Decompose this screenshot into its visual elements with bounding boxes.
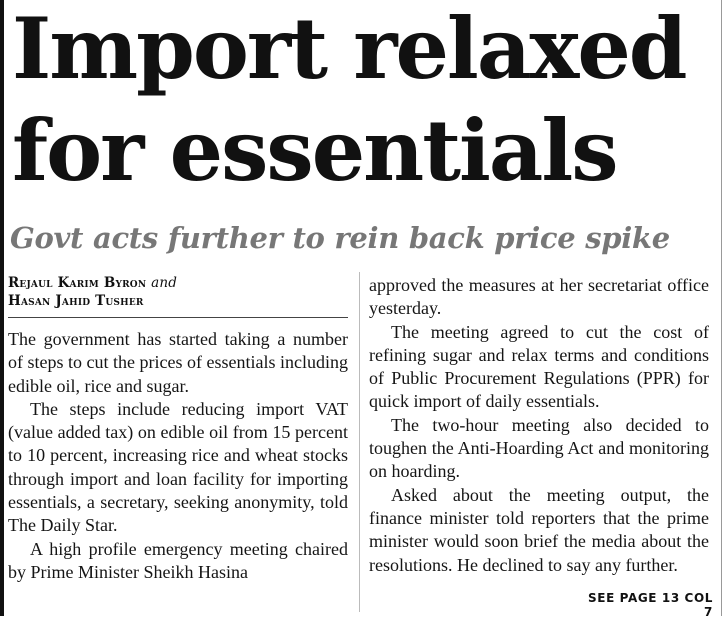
author-2: Hasan Jahid Tusher <box>8 293 144 309</box>
byline <box>8 274 348 310</box>
column-divider <box>359 272 360 612</box>
paragraph-3: A high profile emergency meeting chaired by Prime Minister Sheikh Hasina <box>8 538 348 582</box>
text-column-2 <box>369 274 709 577</box>
paragraph-5: The two-hour meeting also decided to toughen the Anti-Hoarding Act and monitoring on hoarding. <box>369 414 709 482</box>
paragraph-6: Asked about the meeting output, the finance minister told reporters that the prime minister would soon brief the media about the resolutions. He declined to say any further. <box>369 484 709 575</box>
paragraph-2: The steps include reducing import VAT (value added tax) on edible oil from 15 percent to 10 percent, increasing rice and wheat stocks through import and loan facility for importing essentials, a secretary, seeking anonymity, told The Daily Star. <box>8 398 348 536</box>
left-border-rule <box>0 0 4 616</box>
byline-conjunction: and <box>151 275 178 291</box>
byline-line-1 <box>8 274 348 292</box>
continuation-jump-line: SEE PAGE 13 COL 7 <box>588 591 713 619</box>
text-column-1 <box>8 328 348 584</box>
paragraph-3-continued: approved the measures at her secretariat office yesterday. <box>369 275 709 319</box>
headline <box>12 0 717 202</box>
paragraph-4: The meeting agreed to cut the cost of refining sugar and relax terms and conditions of Public Procurement Regulations (PPR) for quick import of daily essentials. <box>369 321 709 412</box>
byline-rule <box>8 317 348 318</box>
headline-line-2: for essentials <box>12 101 617 200</box>
headline-line-1: Import relaxed <box>12 0 686 98</box>
right-border-rule <box>721 0 722 616</box>
paragraph-1: The government has started taking a number of steps to cut the prices of essentials including edible oil, rice and sugar. <box>8 329 348 396</box>
author-1: Rejaul Karim Byron <box>8 275 147 291</box>
subheadline: Govt acts further to rein back price spike <box>10 221 670 255</box>
